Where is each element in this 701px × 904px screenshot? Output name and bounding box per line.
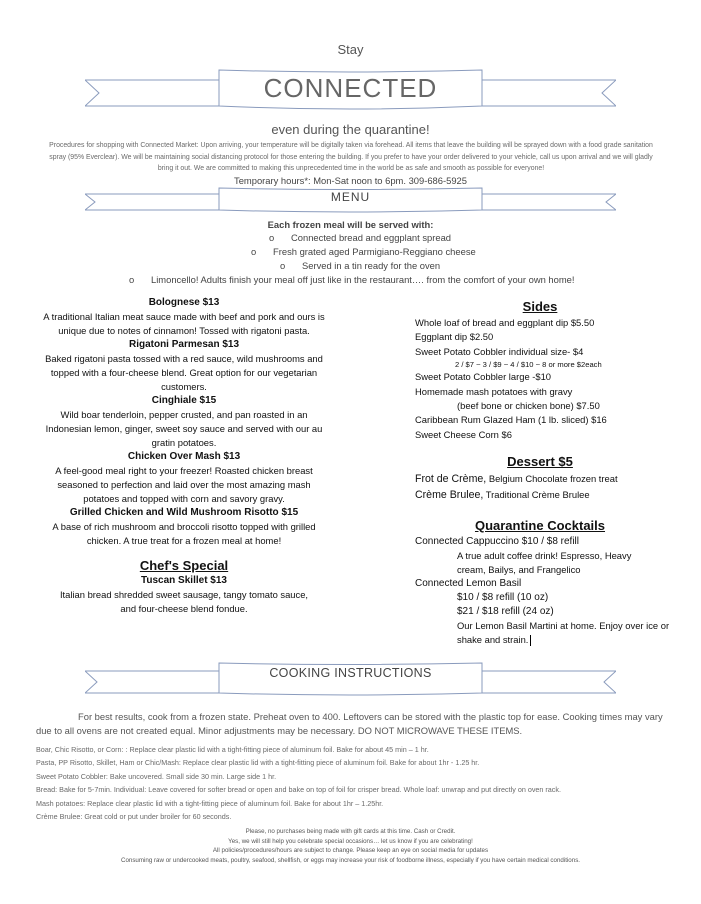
menu-title: MENU — [330, 190, 371, 204]
dessert-section — [415, 453, 675, 503]
procedures-text: Procedures for shopping with Connected Market: Upon arriving, your temperature will be digitally taken via forehead. All items that leave the building will be sprayed down with a food grade sanitation spray (95% Everclear). We will be maintaining social distancing protocol for those entering the building. If you prefer to have your order delivered to your vehicle, call us upon arrival and we will gladly bring it out. We are committed to making this unprecedented time in the world be as safe and smooth as possible for everyone! — [49, 142, 653, 172]
frozen-item-text: Served in a tin ready for the oven — [302, 260, 441, 271]
menu-banner — [85, 186, 616, 214]
cooking-title: COOKING INSTRUCTIONS — [269, 666, 432, 680]
dessert-name: Crème Brulee, — [415, 489, 484, 501]
dessert-name: Frot de Crème, — [415, 473, 487, 485]
cocktail-desc: A true adult coffee drink! Espresso, Heavy cream, Bailys, and Frangelico — [457, 550, 632, 575]
menu-item-title: Rigatoni Parmesan $13 — [128, 339, 240, 350]
stay-text: Stay — [337, 42, 364, 57]
bullet: o — [251, 246, 257, 257]
left-menu-column — [36, 296, 332, 616]
hours-text: Temporary hours*: Mon-Sat noon to 6pm. 309-686-5925 — [234, 175, 467, 186]
menu-item-title: Cinghiale $15 — [151, 395, 217, 406]
menu-item-desc: Italian bread shredded sweet sausage, tangy tomato sauce, and four-cheese blend fondue. — [59, 589, 309, 614]
connected-banner — [85, 68, 616, 112]
footer-notes — [0, 827, 701, 865]
menu-item-desc: Baked rigatoni pasta tossed with a red sauce, wild mushrooms and topped with a four-cheese blend. Great option for our vegetarian customers. — [45, 353, 323, 392]
cocktail-item: Connected Cappuccino $10 / $8 refill — [415, 536, 579, 547]
dessert-desc: Traditional Crème Brulee — [485, 489, 590, 500]
frozen-item-text: Fresh grated aged Parmigiano-Reggiano cheese — [273, 246, 476, 257]
side-item: Sweet Potato Cobbler individual size- $4 — [415, 345, 584, 357]
cooking-line: Boar, Chic Risotto, or Corn: : Replace clear plastic lid with a tight-fitting piece of aluminum foil. Bake for about 45 min – 1 hr. — [36, 745, 429, 754]
footer-line: Consuming raw or undercooked meats, poultry, seafood, shellfish, or eggs may increase your risk of foodborne illness, especially if you have certain medical conditions. — [120, 856, 581, 864]
side-item: Sweet Cheese Corn $6 — [415, 428, 512, 440]
gravy-note: (beef bone or chicken bone) $7.50 — [457, 400, 600, 412]
side-item: Caribbean Rum Glazed Ham (1 lb. sliced) $16 — [415, 414, 607, 426]
cooking-line: Crème Brulee: Great cold or put under broiler for 60 seconds. — [36, 812, 232, 822]
dessert-desc: Belgium Chocolate frozen treat — [488, 473, 618, 484]
footer-line: Yes, we will still help you celebrate special occasions… let us know if you are celebrating! — [228, 837, 473, 845]
menu-item-desc: A base of rich mushroom and broccoli risotto topped with grilled chicken. A true treat for a frozen meal at home! — [52, 521, 316, 546]
cocktail-item: Connected Lemon Basil — [415, 578, 522, 589]
cobbler-deal: 2 / $7 ~ 3 / $9 ~ 4 / $10 ~ 8 or more $2each — [455, 360, 602, 370]
connected-title: CONNECTED — [263, 73, 438, 103]
side-item: Eggplant dip $2.50 — [415, 331, 494, 343]
cooking-banner — [85, 661, 616, 697]
menu-item-desc: Wild boar tenderloin, pepper crusted, and pan roasted in an Indonesian lemon, ginger, sweet soy sauce and served with our au gratin potatoes. — [45, 409, 323, 448]
cooking-line: Mash potatoes: Replace clear plastic lid with a tight-fitting piece of aluminum foil. Bake for about 1hr – 1.25hr. — [36, 798, 384, 808]
dessert-item — [415, 487, 675, 503]
sides-section — [415, 298, 675, 442]
frozen-item-text: Connected bread and eggplant spread — [291, 232, 452, 243]
subtitle: even during the quarantine! — [271, 122, 430, 137]
cocktail-desc — [415, 619, 672, 647]
sides-title: Sides — [522, 299, 558, 314]
cocktails-section — [415, 517, 675, 647]
side-item: Whole loaf of bread and eggplant dip $5.50 — [415, 317, 595, 328]
text-cursor — [530, 635, 531, 646]
side-item: Homemade mash potatoes with gravy — [415, 385, 573, 397]
frozen-item — [269, 232, 451, 243]
cocktail-desc-text: Our Lemon Basil Martini at home. Enjoy over ice or shake and strain. — [457, 620, 670, 645]
menu-item-desc: A feel-good meal right to your freezer! Roasted chicken breast seasoned to perfection and laid over the most amazing mash potatoes and topped with corn and savory gravy. — [55, 465, 313, 504]
cooking-lines — [36, 743, 676, 823]
bullet: o — [269, 232, 275, 243]
bullet: o — [280, 260, 286, 271]
cooking-line: Bread: Bake for 5-7min. Individual: Leave covered for softer bread or open and bake on top of foil for crisper bread. Whole loaf: unwrap and put directly on oven rack. — [36, 785, 561, 795]
frozen-item-text: Limoncello! Adults finish your meal off just like in the restaurant…. from the comfort of your own home! — [151, 274, 575, 285]
chefs-special-title: Chef's Special — [139, 558, 229, 573]
dessert-title: Dessert $5 — [507, 454, 573, 469]
frozen-item — [251, 246, 476, 257]
menu-item-desc: A traditional Italian meat sauce made with beef and pork and ours is unique due to notes of cinnamon! Tossed with rigatoni pasta. — [43, 311, 325, 336]
cooking-intro: For best results, cook from a frozen state. Preheat oven to 400. Leftovers can be stored with the plastic top for ease. Cooking times may vary due to all ovens are not created equal. Minor adjustments may be necessary. DO NOT MICROWAVE THESE ITEMS. — [36, 711, 663, 736]
menu-item-title: Chicken Over Mash $13 — [127, 451, 241, 462]
footer-line: All policies/procedures/hours are subject to change. Please keep an eye on social media for updates — [212, 847, 489, 854]
cocktails-title: Quarantine Cocktails — [474, 518, 606, 533]
footer-line: Please, no purchases being made with gift cards at this time. Cash or Credit. — [245, 828, 456, 835]
cocktail-price: $10 / $8 refill (10 oz) — [457, 592, 549, 603]
cooking-line: Sweet Potato Cobbler: Bake uncovered. Small side 30 min. Large side 1 hr. — [36, 771, 277, 781]
bullet: o — [129, 274, 135, 285]
frozen-item — [280, 260, 440, 271]
dessert-item — [415, 471, 675, 487]
cocktail-price: $21 / $18 refill (24 oz) — [457, 606, 554, 617]
cooking-line: Pasta, PP Risotto, Skillet, Ham or Chic/Mash: Replace clear plastic lid with a tight-fitting piece of aluminum foil. Bake for about 1hr - 1.25 hr. — [36, 758, 480, 768]
menu-item-title: Bolognese $13 — [148, 297, 220, 308]
side-item: Sweet Potato Cobbler large -$10 — [415, 371, 552, 383]
frozen-heading: Each frozen meal will be served with: — [267, 219, 434, 230]
frozen-item — [129, 274, 574, 285]
menu-item-title: Tuscan Skillet $13 — [141, 575, 227, 586]
menu-item-title: Grilled Chicken and Wild Mushroom Risotto $15 — [69, 507, 299, 518]
